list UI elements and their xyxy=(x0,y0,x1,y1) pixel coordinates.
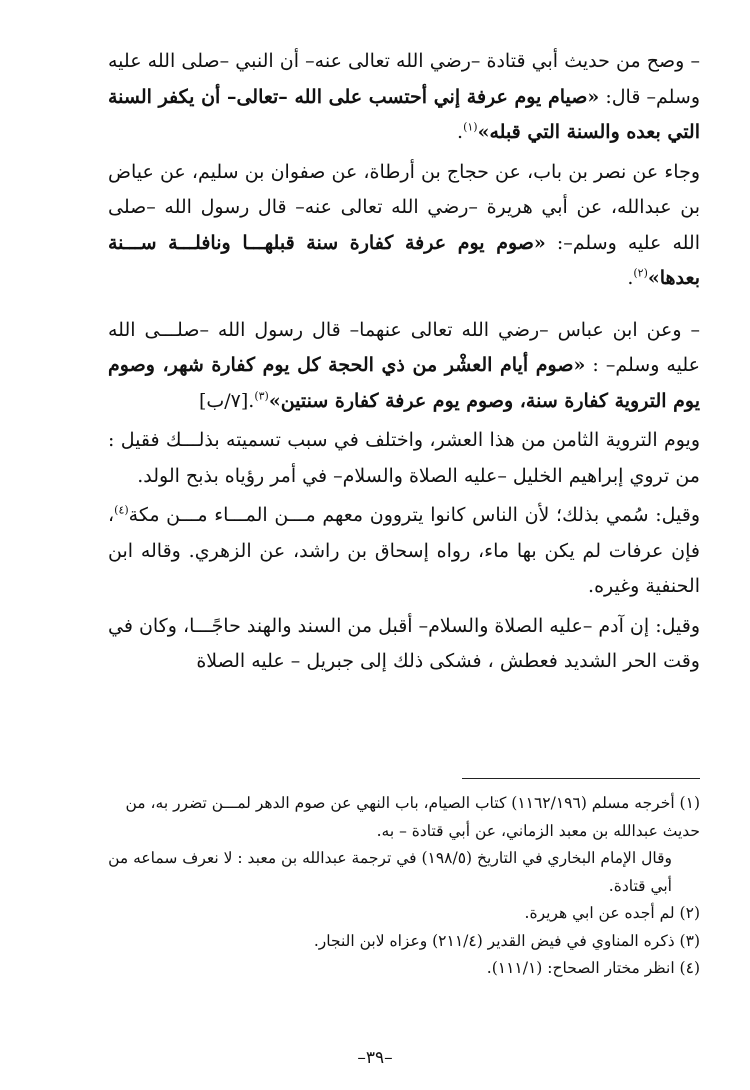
hadith-quote-3: «صوم أيام العشْر من ذي الحجة كل يوم كفارة شهر، وصوم يوم التروية كفارة سنة، وصوم يوم عرفة كفارة سنتين» xyxy=(108,354,700,412)
footnote-2: (٢) لم أجده عن ابي هريرة. xyxy=(524,904,700,922)
page-number: –٣٩– xyxy=(357,1048,393,1068)
footnote-ref-2: (٢) xyxy=(633,266,648,280)
paragraph-1-text: – وصح من حديث أبي قتادة –رضي الله تعالى عنه– أن النبي –صلى الله عليه وسلم– قال: xyxy=(108,50,701,108)
paragraph-2-text: وجاء عن نصر بن باب، عن حجاج بن أرطاة، عن صفوان بن سليم، عن عياض بن عبدالله، عن أبي هريرة –رضي الله تعالى عنه– قال رسول الله –صلى الله عليه وسلم–: xyxy=(108,160,700,254)
footnote-1: (١) أخرجه مسلم (١١٦٢/١٩٦) كتاب الصيام، باب النهي عن صوم الدهر لمـــن تضرر به، من حديث عبدالله بن معبد الزماني، عن أبي قتادة – به. xyxy=(125,794,700,840)
paragraph-1-end: . xyxy=(457,121,464,143)
footnote-3: (٣) ذكره المناوي في فيض القدير (٢١١/٤) وعزاه لابن النجار. xyxy=(313,931,700,950)
footnotes xyxy=(108,790,700,983)
footnote-1-continued: وقال الإمام البخاري في التاريخ (١٩٨/٥) في ترجمة عبدالله بن معبد : لا نعرف سماعه من أبي قتادة. xyxy=(108,849,672,895)
paragraph-3 xyxy=(108,313,700,420)
footnote-4: (٤) انظر مختار الصحاح: (١١١/١). xyxy=(486,959,700,977)
paragraph-5-text: وقيل: سُمي بذلك؛ لأن الناس كانوا يتروون معهم مـــن المـــاء مـــن مكة xyxy=(128,504,700,526)
footnote-separator xyxy=(462,778,700,779)
paragraph-5 xyxy=(108,498,700,605)
footnote-ref-3: (٣) xyxy=(254,389,269,403)
hadith-quote-1: «صيام يوم عرفة إني أحتسب على الله –تعالى– أن يكفر السنة التي بعده والسنة التي قبله» xyxy=(108,85,700,143)
paragraph-3-end: .[٧/ب] xyxy=(198,389,255,412)
paragraph-2 xyxy=(108,155,700,297)
paragraph-2-end: . xyxy=(627,267,634,289)
main-text xyxy=(108,44,700,684)
paragraph-5-rest: ، فإن عرفات لم يكن بها ماء، رواه إسحاق بن راشد، عن الزهري. وقاله ابن الحنفية وغيره. xyxy=(108,504,700,597)
footnote-ref-4: (٤) xyxy=(114,503,129,517)
paragraph-6: وقيل: إن آدم –عليه الصلاة والسلام– أقبل من السند والهند حاجًـــا، وكان في وقت الحر الشديد فعطش ، فشكى ذلك إلى جبريل – عليه الصلاة xyxy=(107,614,700,672)
footnote-ref-1: (١) xyxy=(463,120,478,134)
paragraph-1 xyxy=(108,44,700,151)
paragraph-4: ويوم التروية الثامن من هذا العشر، واختلف في سبب تسميته بذلـــك فقيل : من تروي إبراهيم الخليل –عليه الصلاة والسلام– في أمر رؤياه بذبح الولد. xyxy=(108,429,700,487)
paragraph-3-text: – وعن ابن عباس –رضي الله تعالى عنهما– قال رسول الله –صلـــى الله عليه وسلم– : xyxy=(108,318,700,376)
hadith-quote-2: «صوم يوم عرفة كفارة سنة قبلهـــا ونافلـــة ســـنة بعدها» xyxy=(108,231,700,289)
